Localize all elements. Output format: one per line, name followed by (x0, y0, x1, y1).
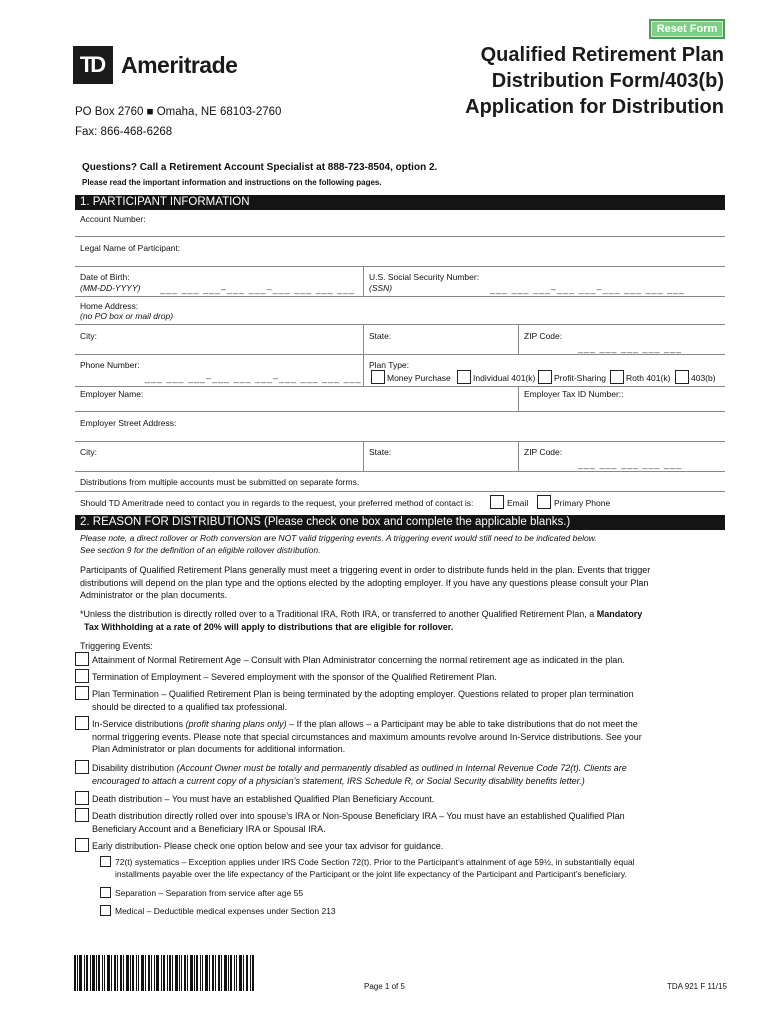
intro-paragraph (80, 564, 720, 602)
triggering-events-label: Triggering Events: (80, 641, 153, 651)
state-label: State: (369, 331, 392, 341)
barcode (74, 955, 254, 991)
individual-401k-checkbox[interactable] (457, 370, 471, 384)
title-line-3: Application for Distribution (465, 96, 724, 118)
disability-line-2: encouraged to attach a current copy of a physician’s statement, IRS Schedule R, or Social Security disability benefits letter.) (92, 775, 585, 786)
money-purchase-label: Money Purchase (387, 373, 451, 383)
td-ameritrade-logo (73, 46, 237, 84)
rollover-note (80, 532, 720, 556)
title-line-2: Distribution Form/403(b) (491, 70, 724, 92)
multi-accounts-note: Distributions from multiple accounts must be submitted on separate forms. (80, 477, 360, 487)
divider (363, 354, 364, 386)
profit-sharing-checkbox[interactable] (538, 370, 552, 384)
email-contact-checkbox[interactable] (490, 495, 504, 509)
dob-label: Date of Birth: (80, 272, 130, 282)
zip-label: ZIP Code: (524, 331, 563, 341)
withholding-line-2: Tax Withholding at a rate of 20% will apply to distributions that are eligible for rollover. (84, 621, 454, 632)
section-2-heading: 2. REASON FOR DISTRIBUTIONS (Please check one box and complete the applicable blanks.) (75, 515, 725, 530)
death-rollover-label (92, 810, 625, 835)
in-service-distribution-label (92, 718, 642, 756)
employer-street-label: Employer Street Address: (80, 418, 177, 428)
in-service-distribution-checkbox[interactable] (75, 716, 89, 730)
divider (75, 411, 725, 412)
termination-of-employment-checkbox[interactable] (75, 669, 89, 683)
early-distribution-label: Early distribution- Please check one option below and see your tax advisor for guidance. (92, 841, 444, 851)
in-service-line-1-italic: (profit sharing plans only) (185, 719, 287, 729)
employer-tax-id-label: Employer Tax ID Number:: (524, 389, 624, 399)
disability-line-1-a: Disability distribution (92, 763, 177, 773)
ssn-field[interactable]: ___ ___ ___–___ ___–___ ___ ___ ___ (490, 284, 686, 294)
phone-field[interactable]: ___ ___ ___–___ ___ ___–___ ___ ___ ___ (145, 373, 362, 383)
city-label: City: (80, 331, 97, 341)
divider (75, 471, 725, 472)
dob-format: (MM-DD-YYYY) (80, 283, 141, 293)
normal-retirement-age-label: Attainment of Normal Retirement Age – Consult with Plan Administrator concerning the normal retirement age as indicated in the plan. (92, 655, 625, 665)
home-address-label: Home Address: (80, 301, 139, 311)
medical-label: Medical – Deductible medical expenses under Section 213 (115, 906, 336, 916)
form-code: TDA 921 F 11/15 (667, 982, 727, 991)
termination-of-employment-label: Termination of Employment – Severed employment with the sponsor of the Qualified Retirement Plan. (92, 672, 497, 682)
reset-form-button[interactable]: Reset Form (649, 19, 725, 39)
72t-systematics-label (115, 856, 635, 880)
death-rollover-line-1: Death distribution directly rolled over into spouse’s IRA or Non-Spouse Beneficiary IRA – You must have an established Qualified Plan (92, 811, 625, 821)
disability-distribution-label (92, 762, 627, 787)
profit-sharing-label: Profit-Sharing (554, 373, 606, 383)
divider (518, 441, 519, 471)
divider (75, 266, 725, 267)
in-service-line-1-b: – If the plan allows – a Participant may be able to take distributions that do not meet the (286, 719, 638, 729)
divider (518, 324, 519, 354)
dob-field[interactable]: ___ ___ ___–___ ___–___ ___ ___ ___ (160, 284, 356, 294)
in-service-line-2: normal triggering events. Please note that special circumstances and maximum amounts revolve around In-Service distributions. See your (92, 731, 642, 742)
intro-paragraph-line-3: Administrator or the plan documents. (80, 590, 228, 600)
divider (75, 491, 725, 492)
account-number-label: Account Number: (80, 214, 146, 224)
in-service-line-1 (92, 718, 642, 731)
title-line-1: Qualified Retirement Plan (480, 44, 724, 66)
medical-checkbox[interactable] (100, 905, 111, 916)
withholding-mandatory: Mandatory (596, 609, 643, 619)
divider (75, 354, 725, 355)
72t-line-1: 72(t) systematics – Exception applies under IRS Code Section 72(t). Prior to the Participant’s attainment of age 59½, in substantially equal (115, 857, 635, 867)
mailing-address (75, 102, 281, 142)
death-distribution-checkbox[interactable] (75, 791, 89, 805)
72t-line-2: installments payable over the life expectancy of the Participant or the joint life expectancy of the Participant and Participant’s beneficiary. (115, 869, 627, 879)
roth-401k-checkbox[interactable] (610, 370, 624, 384)
divider (75, 324, 725, 325)
in-service-line-3: Plan Administrator or plan documents for additional information. (92, 744, 346, 754)
page-number: Page 1 of 5 (364, 982, 405, 991)
roth-401k-label: Roth 401(k) (626, 373, 671, 383)
death-rollover-line-2: Beneficiary Account and a Beneficiary IRA or Spousal IRA. (92, 823, 326, 834)
employer-zip-field[interactable]: ___ ___ ___ ___ ___ (578, 459, 683, 469)
plan-termination-line-1: Plan Termination – Qualified Retirement Plan is being terminated by the adopting employer. Questions related to proper plan termination (92, 689, 634, 699)
separation-label: Separation – Separation from service after age 55 (115, 888, 304, 898)
contact-preference-label: Should TD Ameritrade need to contact you in regards to the request, your preferred method of contact is: (80, 498, 474, 508)
divider (75, 296, 725, 297)
legal-name-label: Legal Name of Participant: (80, 243, 181, 253)
disability-line-1 (92, 762, 627, 775)
divider (363, 441, 364, 471)
intro-paragraph-line-2: distributions will depend on the plan type and the options elected by the adopting employer. If you have any questions please consult your Plan (80, 577, 649, 588)
form-title (465, 42, 724, 120)
early-distribution-checkbox[interactable] (75, 838, 89, 852)
individual-401k-label: Individual 401(k) (473, 373, 536, 383)
plan-termination-line-2: should be directed to a qualified tax professional. (92, 701, 288, 712)
fax-number: Fax: 866-468-6268 (75, 126, 173, 138)
po-box-address: PO Box 2760 ■ Omaha, NE 68103-2760 (75, 106, 282, 118)
td-logo-mark: TD (73, 46, 113, 84)
separation-checkbox[interactable] (100, 887, 111, 898)
disability-distribution-checkbox[interactable] (75, 760, 89, 774)
questions-callout: Questions? Call a Retirement Account Specialist at 888-723-8504, option 2. (82, 162, 438, 173)
phone-label: Phone Number: (80, 360, 140, 370)
phone-contact-checkbox[interactable] (537, 495, 551, 509)
email-contact-label: Email (507, 498, 529, 508)
please-read-note: Please read the important information and instructions on the following pages. (82, 178, 382, 187)
divider (363, 266, 364, 296)
employer-city-label: City: (80, 447, 97, 457)
plan-termination-label (92, 688, 634, 713)
403b-checkbox[interactable] (675, 370, 689, 384)
zip-field[interactable]: ___ ___ ___ ___ ___ (578, 343, 683, 353)
403b-label: 403(b) (691, 373, 716, 383)
divider (75, 386, 725, 387)
withholding-paragraph (80, 608, 720, 633)
withholding-line-1 (80, 608, 720, 621)
normal-retirement-age-checkbox[interactable] (75, 652, 89, 666)
divider (518, 386, 519, 411)
withholding-line-1-text: *Unless the distribution is directly rolled over to a Traditional IRA, Roth IRA, or transferred to another Qualified Retirement Plan, a (80, 609, 597, 619)
employer-state-label: State: (369, 447, 392, 457)
home-address-note: (no PO box or mail drop) (80, 311, 174, 321)
employer-zip-label: ZIP Code: (524, 447, 563, 457)
money-purchase-checkbox[interactable] (371, 370, 385, 384)
rollover-note-line-1: Please note, a direct rollover or Roth conversion are NOT valid triggering events. A triggering event would still need to be indicated below. (80, 533, 597, 543)
phone-contact-label: Primary Phone (554, 498, 611, 508)
plan-type-label: Plan Type: (369, 360, 410, 370)
brand-name: Ameritrade (121, 51, 238, 78)
72t-systematics-checkbox[interactable] (100, 856, 111, 867)
ssn-format: (SSN) (369, 283, 393, 293)
disability-line-1-italic: (Account Owner must be totally and permanently disabled as outlined in Internal Revenue Code 72(t). Clients are (176, 763, 627, 773)
death-distribution-label: Death distribution – You must have an established Qualified Plan Beneficiary Account. (92, 794, 435, 804)
section-1-heading: 1. PARTICIPANT INFORMATION (75, 195, 725, 210)
divider (75, 441, 725, 442)
in-service-line-1-a: In-Service distributions (92, 719, 186, 729)
ssn-label: U.S. Social Security Number: (369, 272, 480, 282)
divider (363, 324, 364, 354)
rollover-note-line-2: See section 9 for the definition of an eligible rollover distribution. (80, 545, 321, 555)
employer-name-label: Employer Name: (80, 389, 144, 399)
death-rollover-checkbox[interactable] (75, 808, 89, 822)
plan-termination-checkbox[interactable] (75, 686, 89, 700)
divider (75, 236, 725, 237)
intro-paragraph-line-1: Participants of Qualified Retirement Plans generally must meet a triggering event in order to distribute funds held in the plan. Events that trigger (80, 565, 651, 575)
